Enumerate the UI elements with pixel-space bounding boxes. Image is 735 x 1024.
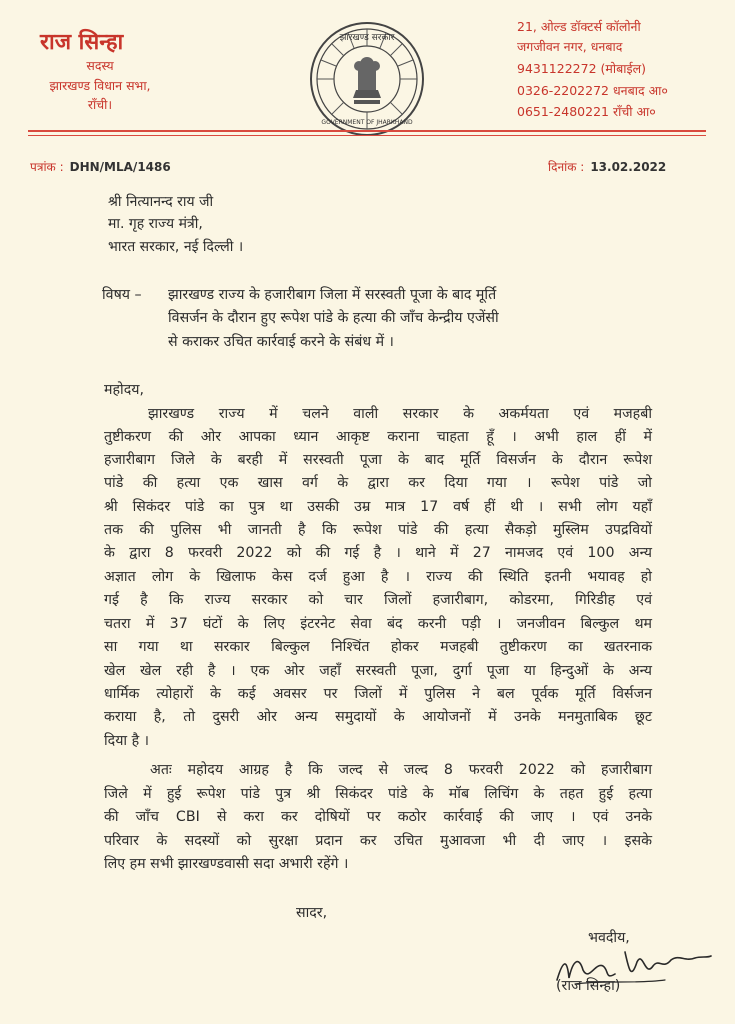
date-label: दिनांक : [548, 160, 585, 174]
paragraph-line: के द्वारा 8 फरवरी 2022 को की गई है । थाने में 27 नामजद एवं 100 अन्य [104, 545, 652, 561]
jharkhand-emblem-icon [308, 20, 426, 138]
paragraph-line: लिए हम सभी झारखण्डवासी सदा अभारी रहेंगे । [104, 856, 349, 872]
paragraph-line: की जाँच CBI से करा कर दोषियों पर कठोर कार्रवाई की जाए । एवं उनके [104, 809, 652, 825]
emblem-bottom-text: GOVERNMENT OF JHARKHAND [321, 119, 413, 126]
paragraph-line: परिवार के सदस्यों को सुरक्षा प्रदान कर उचित मुआवजा भी दी जाए । इसके [104, 833, 652, 849]
paragraph-line: धार्मिक त्योहारों के कई अवसर पर जिलों में पुलिस ने बल पूर्वक मूर्ति विर्सजन [104, 686, 652, 702]
paragraph-line: सा गया था सरकार बिल्कुल निश्चिंत होकर मजहबी तुष्टीकरण का खतरनाक [104, 639, 652, 655]
letter-date [548, 158, 666, 175]
subject-line: झारखण्ड राज्य के हजारीबाग जिला में सरस्वती पूजा के बाद मूर्ति [168, 287, 497, 303]
paragraph-line: जिले में हुई रूपेश पांडे पुत्र श्री सिकंदर पांडे के मॉब लिचिंग के तहत हुई हत्या [104, 786, 652, 802]
yours-faithfully: भवदीय, [588, 930, 630, 946]
signatory-name: (राज सिन्हा) [556, 978, 621, 994]
paragraph-line: हजारीबाग जिले के बरही में सरस्वती पूजा के बाद मूर्ति विसर्जन के दौरान रूपेश [104, 452, 652, 468]
sender-designation: सदस्य [86, 58, 114, 73]
paragraph-line: पांडे की हत्या एक खास वर्ग के द्वारा कर दिया गया । रूपेश पांडे जो [104, 475, 652, 491]
header-divider [28, 130, 706, 132]
sender-assembly: झारखण्ड विधान सभा, [49, 78, 151, 93]
reference-value: DHN/MLA/1486 [69, 160, 171, 174]
paragraph-line: अतः महोदय आग्रह है कि जल्द से जल्द 8 फरवरी 2022 को हजारीबाग [150, 762, 652, 778]
date-value: 13.02.2022 [590, 160, 667, 174]
address-line: 21, ओल्ड डॉक्टर्स कॉलोनी [517, 19, 641, 34]
sender-name: राज सिन्हा [40, 30, 124, 55]
mobile-number: 9431122272 (मोबाईल) [517, 61, 646, 76]
salutation: महोदय, [104, 382, 144, 398]
phone-ranchi: 0651-2480221 राँची आ० [517, 104, 656, 119]
paragraph-line: गई है कि राज्य सरकार को चार जिलों हजारीबाग, कोडरमा, गिरिडीह एवं [104, 592, 652, 608]
paragraph-line: झारखण्ड राज्य में चलने वाली सरकार के अकर्मयता एवं मजहबी [148, 406, 652, 422]
paragraph-line: चतरा में 37 घंटों के लिए इंटरनेट सेवा बंद करनी पड़ी । जनजीवन बिल्कुल थम [104, 616, 652, 632]
paragraph-line: श्री सिकंदर पांडे का पुत्र था उसकी उम्र मात्र 17 वर्ष हीं थी । सभी लोग यहाँ [104, 499, 652, 515]
subject-label: विषय – [102, 287, 142, 303]
subject-line: से कराकर उचित कार्रवाई करने के संबंध में । [168, 334, 394, 350]
recipient-line: मा. गृह राज्य मंत्री, [108, 216, 203, 232]
address-line: जगजीवन नगर, धनबाद [517, 39, 623, 54]
reference-number [30, 158, 171, 175]
emblem-top-text: झारखण्ड सरकार [339, 33, 395, 43]
paragraph-line: खेल खेल रही है । एक ओर जहाँ सरस्वती पूजा, दुर्गा पूजा या हिन्दुओं के अन्य [104, 663, 652, 679]
sender-city: राँची। [87, 97, 113, 112]
paragraph-line: कराया है, तो दुसरी ओर अन्य समुदायों के आयोजनों में उनके मनमुताबिक छूट [104, 709, 652, 725]
paragraph-line: तक की पुलिस भी जानती है कि रूपेश पांडे की हत्या सैकड़ो मुस्लिम उपद्रवियों [104, 522, 652, 538]
subject-line: विसर्जन के दौरान हुए रूपेश पांडे के हत्या की जाँच केन्द्रीय एजेंसी [168, 310, 499, 326]
closing: सादर, [296, 905, 328, 921]
phone-dhanbad: 0326-2202272 धनबाद आ० [517, 83, 668, 98]
paragraph-line: अज्ञात लोग के खिलाफ केस दर्ज हुआ है । राज्य की स्थिति इतनी भयावह हो [104, 569, 652, 585]
paragraph-line: तुष्टीकरण की ओर आपका ध्यान आकृष्ट कराना चाहता हूँ । अभी हाल हीं में [104, 429, 652, 445]
paragraph-line: दिया है । [104, 733, 150, 749]
header-divider-thin [28, 135, 706, 136]
recipient-line: श्री नित्यानन्द राय जी [108, 194, 214, 210]
recipient-line: भारत सरकार, नई दिल्ली । [108, 239, 244, 255]
reference-label: पत्रांक : [30, 160, 64, 174]
